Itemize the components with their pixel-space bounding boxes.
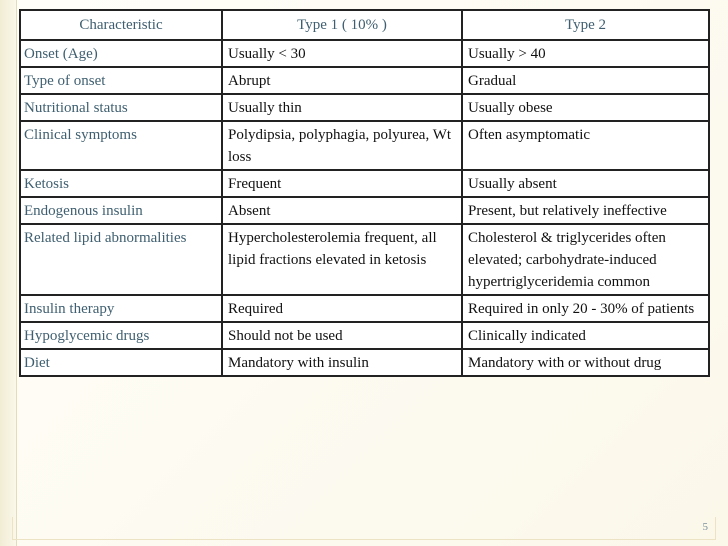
- type2-cell: Gradual: [462, 67, 709, 94]
- type1-cell: Hypercholesterolemia frequent, all lipid fractions elevated in ketosis: [222, 224, 462, 295]
- characteristic-cell: Hypoglycemic drugs: [20, 322, 222, 349]
- table-row: [20, 295, 709, 322]
- page-number: 5: [702, 521, 708, 533]
- table-row: [20, 94, 709, 121]
- header-type1: Type 1 ( 10% ): [222, 10, 462, 40]
- type1-cell: Usually < 30: [222, 40, 462, 67]
- type2-cell: Often asymptomatic: [462, 121, 709, 170]
- characteristic-cell: Diet: [20, 349, 222, 376]
- characteristic-cell: Insulin therapy: [20, 295, 222, 322]
- characteristic-cell: Endogenous insulin: [20, 197, 222, 224]
- type1-cell: Mandatory with insulin: [222, 349, 462, 376]
- type1-cell: Abrupt: [222, 67, 462, 94]
- comparison-table: [19, 9, 710, 377]
- type1-cell: Absent: [222, 197, 462, 224]
- characteristic-cell: Nutritional status: [20, 94, 222, 121]
- type2-cell: Clinically indicated: [462, 322, 709, 349]
- slide-left-border: [0, 0, 16, 546]
- type1-cell: Polydipsia, polyphagia, polyurea, Wt loss: [222, 121, 462, 170]
- characteristic-cell: Clinical symptoms: [20, 121, 222, 170]
- characteristic-cell: Onset (Age): [20, 40, 222, 67]
- table-row: [20, 224, 709, 295]
- table-row: [20, 322, 709, 349]
- table-row: [20, 197, 709, 224]
- type1-cell: Usually thin: [222, 94, 462, 121]
- type2-cell: Usually obese: [462, 94, 709, 121]
- table-row: [20, 67, 709, 94]
- characteristic-cell: Type of onset: [20, 67, 222, 94]
- slide-bottom-border: [12, 517, 716, 540]
- type2-cell: Cholesterol & triglycerides often elevated; carbohydrate-induced hypertriglyceridemia common: [462, 224, 709, 295]
- header-row: [20, 10, 709, 40]
- table-row: [20, 349, 709, 376]
- table-row: [20, 121, 709, 170]
- type2-cell: Present, but relatively ineffective: [462, 197, 709, 224]
- characteristic-cell: Related lipid abnormalities: [20, 224, 222, 295]
- type1-cell: Should not be used: [222, 322, 462, 349]
- characteristic-cell: Ketosis: [20, 170, 222, 197]
- header-type2: Type 2: [462, 10, 709, 40]
- slide-left-rule: [16, 0, 17, 546]
- type1-cell: Required: [222, 295, 462, 322]
- type2-cell: Usually absent: [462, 170, 709, 197]
- type2-cell: Required in only 20 - 30% of patients: [462, 295, 709, 322]
- type2-cell: Mandatory with or without drug: [462, 349, 709, 376]
- header-characteristic: Characteristic: [20, 10, 222, 40]
- type2-cell: Usually > 40: [462, 40, 709, 67]
- table-row: [20, 40, 709, 67]
- type1-cell: Frequent: [222, 170, 462, 197]
- table-row: [20, 170, 709, 197]
